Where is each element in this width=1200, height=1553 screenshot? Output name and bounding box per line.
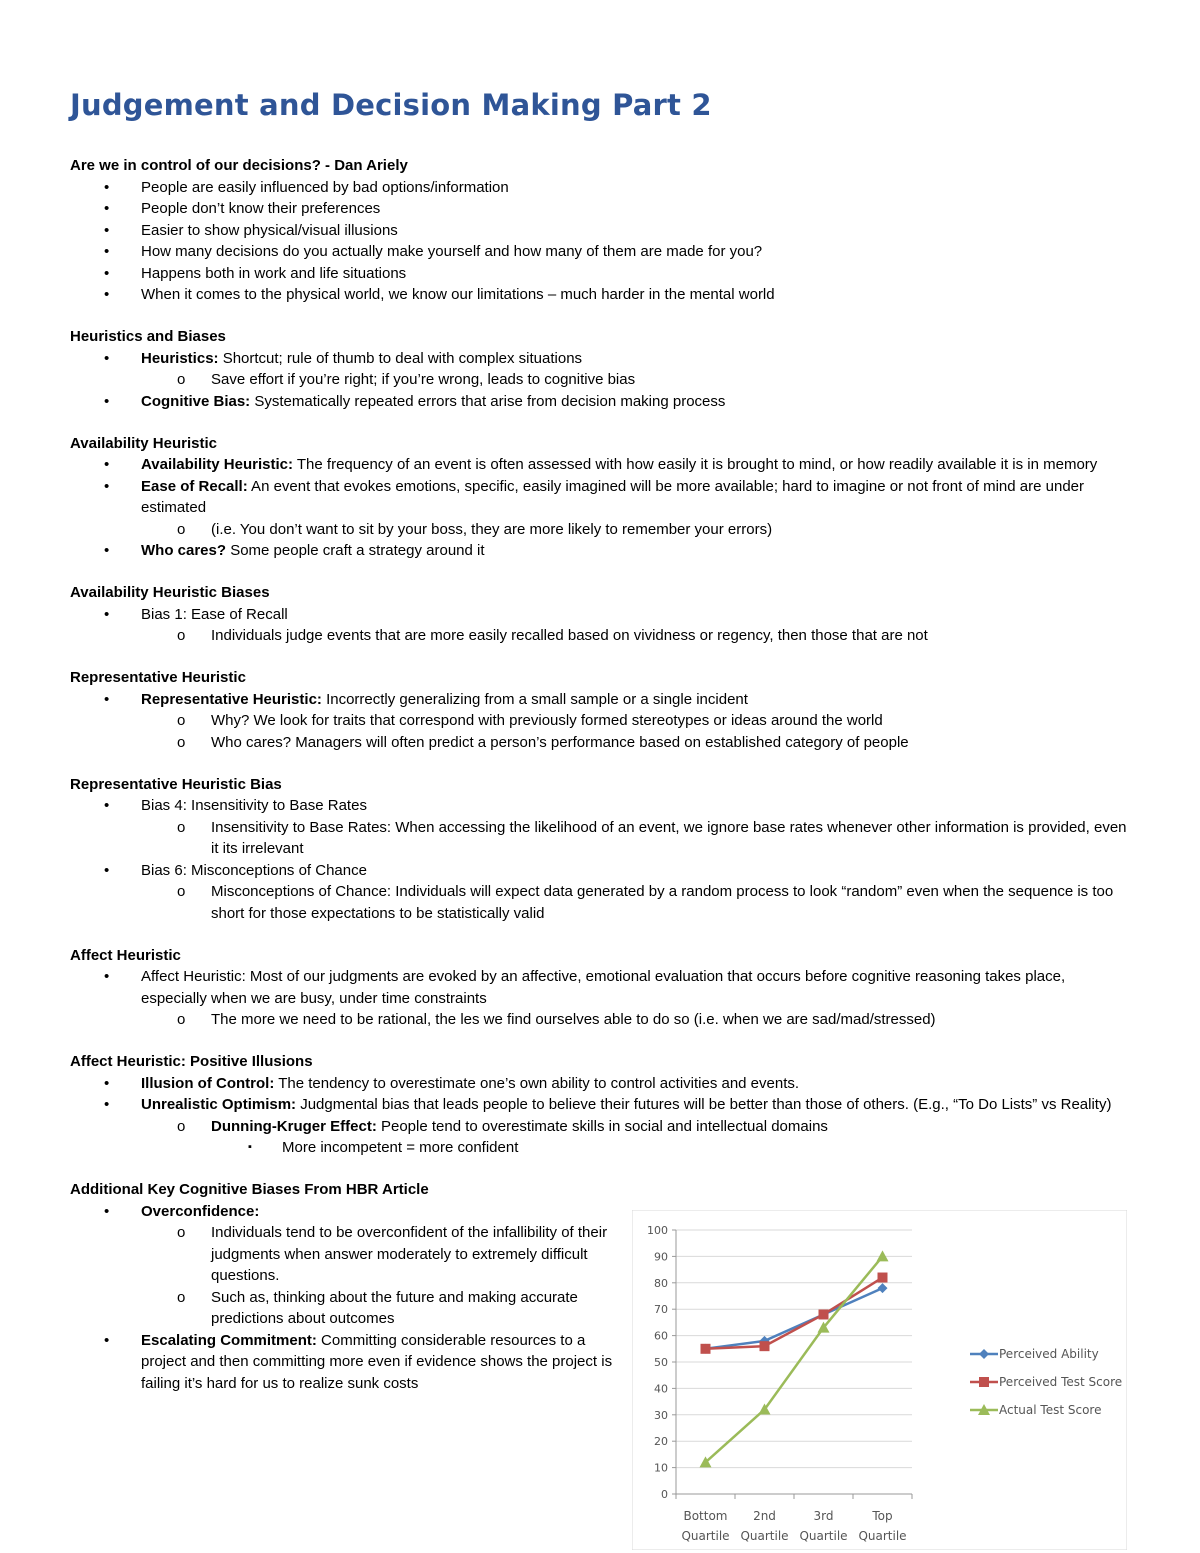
x-tick-label: 2nd xyxy=(753,1509,776,1523)
term-label: Dunning-Kruger Effect: xyxy=(211,1117,377,1135)
term-text: Judgmental bias that leads people to believe their futures will be better than those of others. (E.g., “To Do Lists” vs Reality) xyxy=(296,1096,1112,1113)
term-text: The tendency to overestimate one’s own ability to control activities and events. xyxy=(274,1074,800,1092)
term-label: Escalating Commitment: xyxy=(141,1331,317,1349)
sub-list-item: o Such as, thinking about the future and making accurate predictions about outcomes xyxy=(70,1287,613,1330)
bullet-list xyxy=(70,689,1130,754)
list-item xyxy=(70,1073,1130,1095)
term-label: Heuristics: xyxy=(141,349,219,367)
term-text: Shortcut; rule of thumb to deal with complex situations xyxy=(218,349,583,367)
section-heading: Additional Key Cognitive Biases From HBR Article xyxy=(70,1181,429,1198)
x-tick-label: Bottom xyxy=(683,1509,728,1523)
term-text: Some people craft a strategy around it xyxy=(226,542,485,559)
term-text: People tend to overestimate skills in social and intellectual domains xyxy=(376,1117,828,1135)
section-positive-illusions xyxy=(70,1051,1130,1159)
section-heading: Availability Heuristic Biases xyxy=(70,584,270,601)
sub-list-item: o Individuals judge events that are more easily recalled based on vividness or regency, then those that are not xyxy=(70,625,1130,647)
section-affect xyxy=(70,945,1130,1031)
y-tick-label: 100 xyxy=(647,1224,668,1237)
section-heading: Heuristics and Biases xyxy=(70,328,226,345)
term-label: Illusion of Control: xyxy=(141,1074,275,1092)
section-representative-bias xyxy=(70,774,1130,925)
page-title: Judgement and Decision Making Part 2 xyxy=(70,88,712,122)
term-text: The frequency of an event is often assessed with how easily it is brought to mind, or how readily available it is in memory xyxy=(293,456,1098,473)
bullet-list xyxy=(70,1073,1130,1159)
list-item xyxy=(70,476,1130,519)
sub-list-item xyxy=(70,1116,1130,1138)
bullet-list xyxy=(70,348,1130,413)
dunning-kruger-chart xyxy=(632,1210,1127,1550)
term-text: An event that evokes emotions, specific, easily imagined will be more available; hard to imagine or not front of mind are under estimated xyxy=(141,477,1084,516)
data-point xyxy=(979,1377,989,1387)
term-label: Cognitive Bias: xyxy=(141,392,251,410)
section-representative xyxy=(70,667,1130,753)
list-item: • Affect Heuristic: Most of our judgments are evoked by an affective, emotional evaluation that occurs before cognitive reasoning takes place, especially when we are busy, under time constraints xyxy=(70,966,1130,1009)
section-heading: Affect Heuristic: Positive Illusions xyxy=(70,1053,313,1070)
data-point xyxy=(819,1309,829,1319)
list-item: • Happens both in work and life situations xyxy=(70,263,1130,285)
sub-list-item: o Insensitivity to Base Rates: When accessing the likelihood of an event, we ignore base rates whenever other information is provided, even it its irrelevant xyxy=(70,817,1130,860)
list-item: • People don’t know their preferences xyxy=(70,198,1130,220)
y-tick-label: 90 xyxy=(654,1250,668,1264)
list-item: • Easier to show physical/visual illusions xyxy=(70,220,1130,242)
y-tick-label: 50 xyxy=(654,1356,668,1369)
sub-list-item: o Save effort if you’re right; if you’re wrong, leads to cognitive bias xyxy=(70,369,1130,391)
legend-label: Perceived Test Score xyxy=(999,1375,1123,1389)
term-label: Who cares? xyxy=(141,542,227,559)
list-item xyxy=(70,540,1130,562)
term-label: Representative Heuristic: xyxy=(141,690,322,708)
legend-label: Perceived Ability xyxy=(999,1347,1099,1361)
section-availability-biases xyxy=(70,582,1130,647)
bullet-list xyxy=(70,454,1130,562)
list-item: • When it comes to the physical world, we know our limitations – much harder in the mental world xyxy=(70,284,1130,306)
term-label: Overconfidence: xyxy=(141,1202,260,1220)
bullet-list xyxy=(70,966,1130,1031)
list-item: • People are easily influenced by bad options/information xyxy=(70,177,1130,199)
sub-sub-list-item: ▪ More incompetent = more confident xyxy=(70,1137,1130,1159)
section-availability xyxy=(70,433,1130,562)
legend-label: Actual Test Score xyxy=(999,1403,1102,1417)
section-heading: Are we in control of our decisions? - Dan Ariely xyxy=(70,157,408,174)
list-item: • Bias 1: Ease of Recall xyxy=(70,604,1130,626)
x-tick-label: Quartile xyxy=(740,1529,789,1543)
y-tick-label: 0 xyxy=(661,1488,668,1501)
section-heading: Representative Heuristic Bias xyxy=(70,775,282,793)
sub-list-item: o The more we need to be rational, the les we find ourselves able to do so (i.e. when we are sad/mad/stressed) xyxy=(70,1009,1130,1031)
y-tick-label: 40 xyxy=(654,1382,668,1396)
bullet-list xyxy=(70,604,1130,647)
bullet-list xyxy=(70,795,1130,924)
list-item xyxy=(70,391,1130,413)
term-text: Committing considerable resources to a project and then committing more even if evidence shows the project is failing it’s hard for us to realize sunk costs xyxy=(141,1331,613,1392)
list-item xyxy=(70,348,1130,370)
y-tick-label: 60 xyxy=(654,1329,668,1343)
sub-list-item: o Who cares? Managers will often predict a person’s performance based on established category of people xyxy=(70,732,1130,754)
section-heuristics xyxy=(70,326,1130,412)
y-tick-label: 70 xyxy=(654,1303,668,1317)
y-tick-label: 30 xyxy=(654,1408,668,1422)
section-heading: Availability Heuristic xyxy=(70,434,217,452)
bullet-list xyxy=(70,177,1130,306)
section-heading: Representative Heuristic xyxy=(70,669,246,686)
data-point xyxy=(701,1344,711,1354)
sub-list-item: o Misconceptions of Chance: Individuals will expect data generated by a random process to look “random” even when the sequence is too short for those expectations to be statistically valid xyxy=(70,881,1130,924)
list-item xyxy=(70,454,1130,476)
x-tick-label: Quartile xyxy=(858,1529,907,1543)
term-text: Incorrectly generalizing from a small sample or a single incident xyxy=(321,690,748,708)
list-item: • How many decisions do you actually make yourself and how many of them are made for you? xyxy=(70,241,1130,263)
y-tick-label: 20 xyxy=(654,1435,668,1449)
list-item: • Bias 4: Insensitivity to Base Rates xyxy=(70,795,1130,817)
section-control xyxy=(70,155,1130,306)
x-tick-label: Quartile xyxy=(799,1529,848,1543)
term-label: Unrealistic Optimism: xyxy=(141,1096,297,1113)
data-point xyxy=(878,1273,888,1283)
x-tick-label: Quartile xyxy=(681,1529,730,1543)
list-item xyxy=(70,1201,611,1223)
term-label: Ease of Recall: xyxy=(141,477,248,495)
section-heading: Affect Heuristic xyxy=(70,946,181,964)
list-item xyxy=(70,689,1130,711)
y-tick-label: 80 xyxy=(654,1276,668,1290)
term-text: Systematically repeated errors that arise from decision making process xyxy=(250,392,726,410)
y-tick-label: 10 xyxy=(654,1461,668,1475)
x-tick-label: 3rd xyxy=(813,1509,834,1523)
data-point xyxy=(760,1341,770,1351)
list-item xyxy=(70,1330,616,1395)
term-label: Availability Heuristic: xyxy=(141,456,293,473)
sub-list-item: o Why? We look for traits that correspond with previously formed stereotypes or ideas around the world xyxy=(70,710,1130,732)
list-item: • Bias 6: Misconceptions of Chance xyxy=(70,860,1130,882)
sub-list-item: o (i.e. You don’t want to sit by your boss, they are more likely to remember your errors) xyxy=(70,519,1130,541)
list-item xyxy=(70,1094,1130,1116)
x-tick-label: Top xyxy=(872,1509,893,1523)
sub-list-item: o Individuals tend to be overconfident of the infallibility of their judgments when answer moderately to extremely difficult questions. xyxy=(70,1222,613,1287)
